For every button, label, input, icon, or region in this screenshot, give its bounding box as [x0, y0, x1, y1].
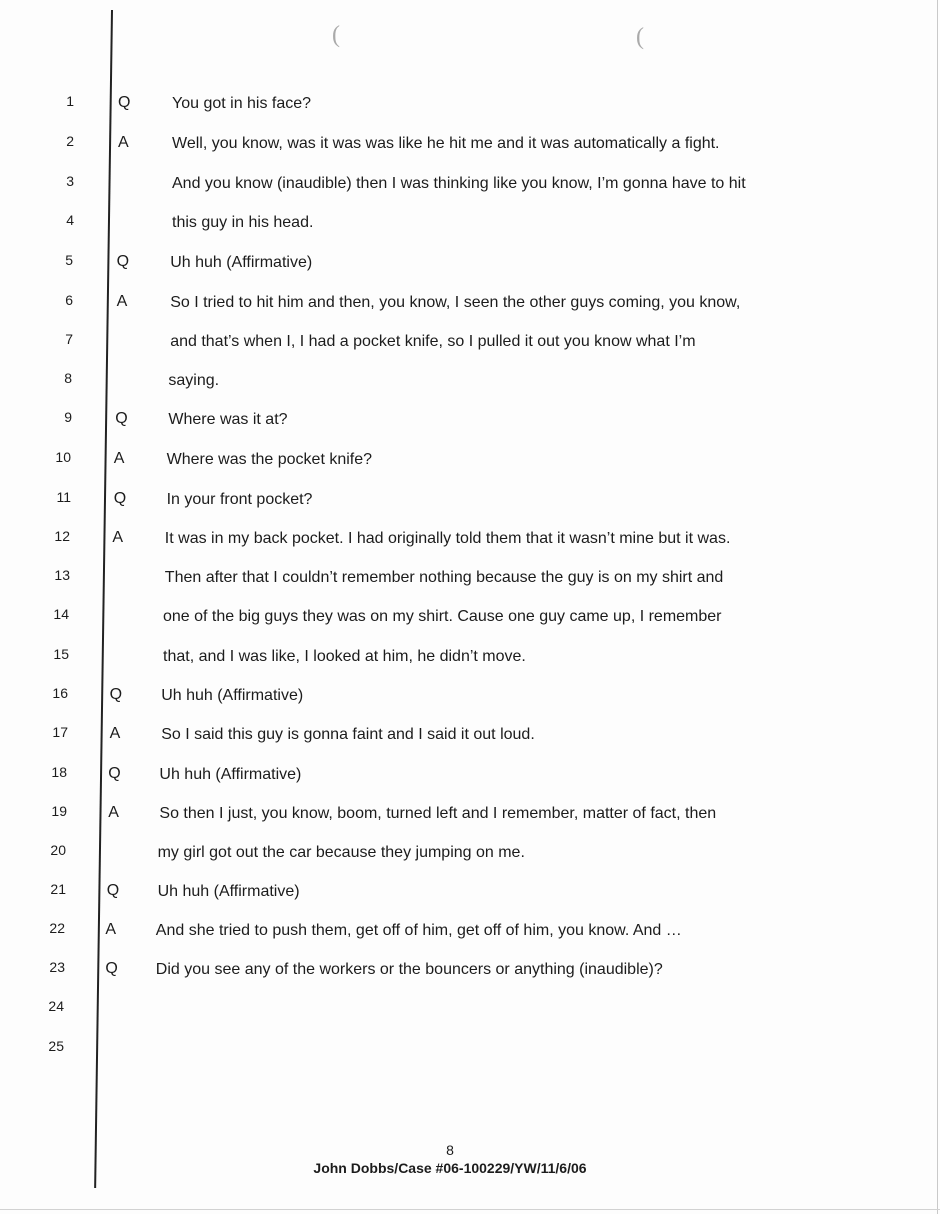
line-number: 11 — [56, 489, 71, 505]
line-number: 15 — [53, 646, 69, 662]
page-number: 8 — [446, 1142, 454, 1158]
transcript-text: You got in his face? — [172, 95, 312, 112]
transcript-text: this guy in his head. — [172, 214, 314, 231]
transcript-text: So I tried to hit him and then, you know, I seen the other guys coming, you know, — [170, 294, 741, 311]
line-number: 19 — [51, 803, 67, 819]
speaker-label: Q — [118, 94, 131, 111]
transcript-text: and that’s when I, I had a pocket knife, so I pulled it out you know what I’m — [170, 333, 696, 350]
transcript-text: It was in my back pocket. I had originally told them that it wasn’t mine but it was. — [164, 530, 731, 547]
line-number: 9 — [64, 409, 72, 425]
transcript-text: Uh huh (Affirmative) — [159, 766, 302, 783]
line-number: 6 — [65, 292, 73, 308]
transcript-text: that, and I was like, I looked at him, he didn’t move. — [163, 648, 526, 665]
transcript-text: Did you see any of the workers or the bouncers or anything (inaudible)? — [155, 961, 663, 978]
case-label: John Dobbs/Case #06-100229/YW/11/6/06 — [313, 1160, 587, 1176]
speaker-label: Q — [106, 882, 120, 899]
transcript-text: Then after that I couldn’t remember nothing because the guy is on my shirt and — [164, 569, 724, 586]
transcript-text: saying. — [168, 372, 220, 389]
speaker-label: A — [116, 293, 128, 310]
line-number: 16 — [52, 685, 68, 701]
transcript-text: In your front pocket? — [166, 491, 313, 508]
transcript-text: So I said this guy is gonna faint and I said it out loud. — [161, 726, 535, 743]
line-number: 13 — [54, 567, 70, 583]
line-number: 24 — [48, 998, 64, 1014]
speaker-label: A — [113, 450, 125, 467]
transcript-text: Well, you know, was it was was like he hit me and it was automatically a fight. — [172, 135, 720, 152]
line-number: 3 — [66, 173, 74, 189]
line-number: 2 — [66, 133, 74, 149]
transcript-text: And you know (inaudible) then I was thinking like you know, I’m gonna have to hit — [172, 175, 746, 192]
transcript-text: Uh huh (Affirmative) — [170, 254, 313, 271]
transcript-text: my girl got out the car because they jumping on me. — [157, 844, 525, 861]
speaker-label: Q — [113, 490, 127, 507]
transcript-text: Uh huh (Affirmative) — [161, 687, 304, 704]
page-edge-right — [937, 0, 938, 1214]
scan-artifact-mark: ( — [636, 24, 644, 50]
line-number: 7 — [65, 331, 73, 347]
scan-artifact-mark: ( — [332, 22, 340, 48]
line-number: 14 — [53, 606, 69, 622]
line-number: 25 — [48, 1038, 64, 1054]
speaker-label: Q — [116, 253, 130, 270]
line-number: 20 — [50, 842, 66, 858]
line-number: 17 — [52, 724, 68, 740]
line-number: 10 — [55, 449, 71, 465]
line-number: 8 — [64, 370, 72, 386]
transcript-text: Where was the pocket knife? — [166, 451, 373, 468]
speaker-label: A — [118, 134, 129, 151]
speaker-label: Q — [109, 686, 123, 703]
speaker-label: Q — [105, 960, 118, 977]
speaker-label: Q — [115, 410, 128, 427]
speaker-label: A — [108, 804, 119, 821]
speaker-label: A — [112, 529, 124, 546]
speaker-label: A — [105, 921, 117, 938]
line-number: 23 — [49, 959, 65, 975]
line-number: 12 — [54, 528, 70, 544]
transcript-text: So then I just, you know, boom, turned left and I remember, matter of fact, then — [159, 805, 717, 822]
transcript-text: one of the big guys they was on my shirt. Cause one guy came up, I remember — [163, 608, 722, 625]
line-number: 4 — [66, 212, 74, 228]
left-margin-rule — [94, 10, 112, 1188]
transcript-text: Uh huh (Affirmative) — [157, 883, 300, 900]
speaker-label: A — [109, 725, 121, 742]
line-number: 5 — [65, 252, 73, 268]
transcript-text: Where was it at? — [168, 411, 288, 428]
speaker-label: Q — [108, 765, 121, 782]
line-number: 18 — [51, 764, 67, 780]
line-number: 21 — [50, 881, 66, 897]
transcript-text: And she tried to push them, get off of him, get off of him, you know. And … — [155, 922, 682, 939]
line-number: 1 — [66, 93, 74, 109]
page-edge-bottom — [0, 1209, 940, 1210]
line-number: 22 — [49, 920, 65, 936]
